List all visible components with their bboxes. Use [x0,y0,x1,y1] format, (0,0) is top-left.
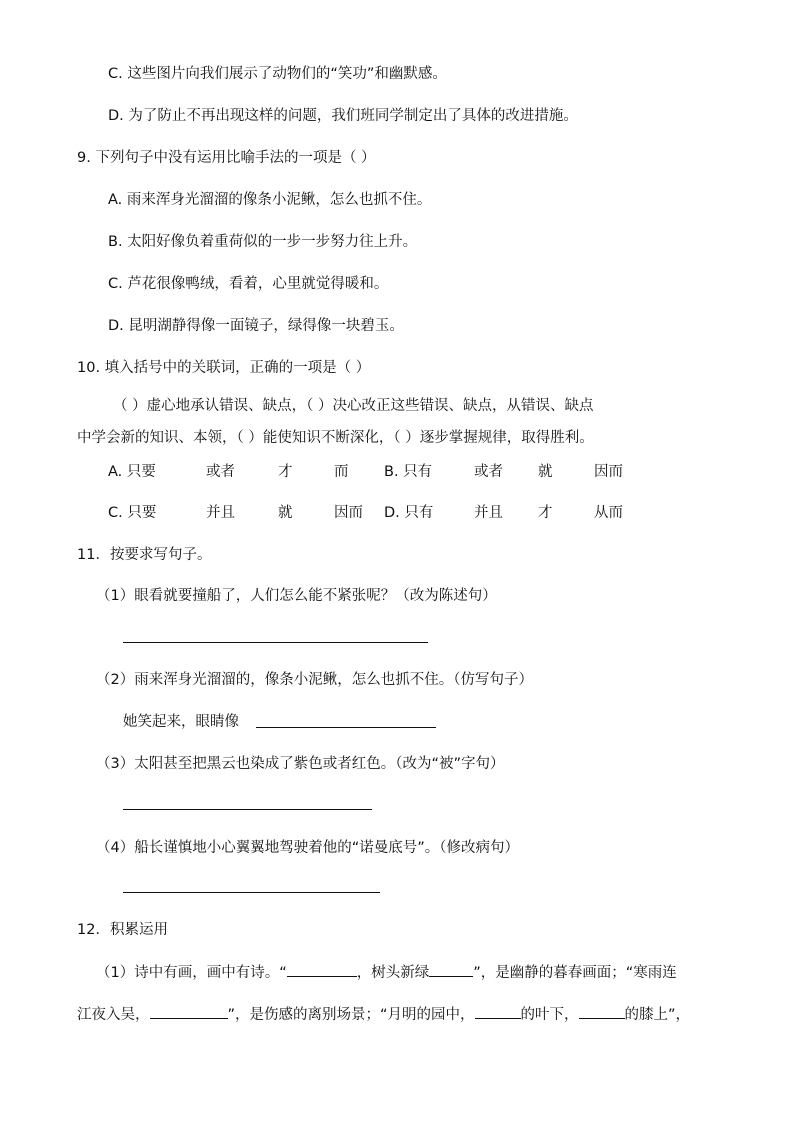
option-b-word-1: B. 只有 [384,464,433,480]
option-d-word-4: 从而 [594,505,623,521]
q12-line1-part-a: （1）诗中有画，画中有诗。“ [96,965,287,981]
question-9-option-d: D. 昆明湖静得像一面镜子，绿得像一块碧玉。 [108,318,404,334]
option-a-word-2: 或者 [206,464,235,480]
blank-4[interactable] [475,1004,521,1019]
answer-line-11-2[interactable] [256,727,436,728]
question-9-option-a: A. 雨来浑身光溜溜的像条小泥鳅，怎么也抓不住。 [108,192,432,208]
question-9-option-c: C. 芦花很像鸭绒，看着，心里就觉得暖和。 [108,276,389,292]
answer-line-11-1[interactable] [123,642,428,643]
question-10-passage-line-1: （ ）虚心地承认错误、缺点，（ ）决心改正这些错误、缺点，从错误、缺点 [113,398,594,414]
question-12-line-2 [77,1004,690,1025]
option-c-word-4: 因而 [334,505,363,521]
question-10-stem: 10. 填入括号中的关联词，正确的一项是（ ） [77,360,371,376]
option-b-word-3: 就 [538,464,553,480]
question-11-sub-2-prompt: 她笑起来，眼睛像 [123,714,239,730]
question-11-sub-1: （1）眼看就要撞船了，人们怎么能不紧张呢？（改为陈述句） [96,588,497,604]
answer-line-11-4[interactable] [123,892,380,893]
question-9-option-b: B. 太阳好像负着重荷似的一步一步努力往上升。 [108,234,418,250]
q12-line2-part-b: ”，是伤感的离别场景；“月明的园中， [227,1007,475,1023]
option-c-word-3: 就 [278,505,293,521]
option-a-word-3: 才 [278,464,293,480]
question-11-sub-2: （2）雨来浑身光溜溜的，像条小泥鳅，怎么也抓不住。（仿写句子） [96,672,533,688]
q12-line2-part-c: 的叶下， [520,1007,579,1023]
blank-5[interactable] [579,1004,625,1019]
question-10-passage-line-2: 中学会新的知识、本领，（ ）能使知识不断深化，（ ）逐步掌握规律，取得胜利。 [77,430,594,446]
option-d-word-2: 并且 [474,505,503,521]
option-a-word-4: 而 [334,464,349,480]
question-8-option-c: C. 这些图片向我们展示了动物们的“笑功”和幽默感。 [108,66,447,82]
q12-line2-part-d: 的膝上”， [624,1007,691,1023]
blank-2[interactable] [429,962,473,977]
option-c-word-2: 并且 [206,505,235,521]
q12-line1-part-c: ”，是幽静的暮春画面；“寒雨连 [473,965,677,981]
option-c-word-1: C. 只要 [108,505,157,521]
option-b-word-2: 或者 [474,464,503,480]
q12-line1-part-b: ，树头新绿 [356,965,430,981]
q12-line2-part-a: 江夜入吴， [77,1007,150,1023]
question-12-line-1 [96,962,677,983]
question-12-stem: 12．积累运用 [77,922,168,938]
blank-1[interactable] [287,962,357,977]
option-a-word-1: A. 只要 [108,464,156,480]
question-11-sub-3: （3）太阳甚至把黑云也染成了紫色或者红色。（改为“被”字句） [96,756,505,772]
answer-line-11-3[interactable] [123,809,372,810]
question-11-sub-4: （4）船长谨慎地小心翼翼地驾驶着他的“诺曼底号”。（修改病句） [96,840,519,856]
blank-3[interactable] [150,1004,228,1019]
question-11-stem: 11．按要求写句子。 [77,547,212,563]
option-b-word-4: 因而 [594,464,623,480]
question-9-stem: 9. 下列句子中没有运用比喻手法的一项是（ ） [77,150,376,166]
question-8-option-d: D. 为了防止不再出现这样的问题，我们班同学制定出了具体的改进措施。 [108,108,578,124]
option-d-word-3: 才 [538,505,553,521]
option-d-word-1: D. 只有 [384,505,434,521]
